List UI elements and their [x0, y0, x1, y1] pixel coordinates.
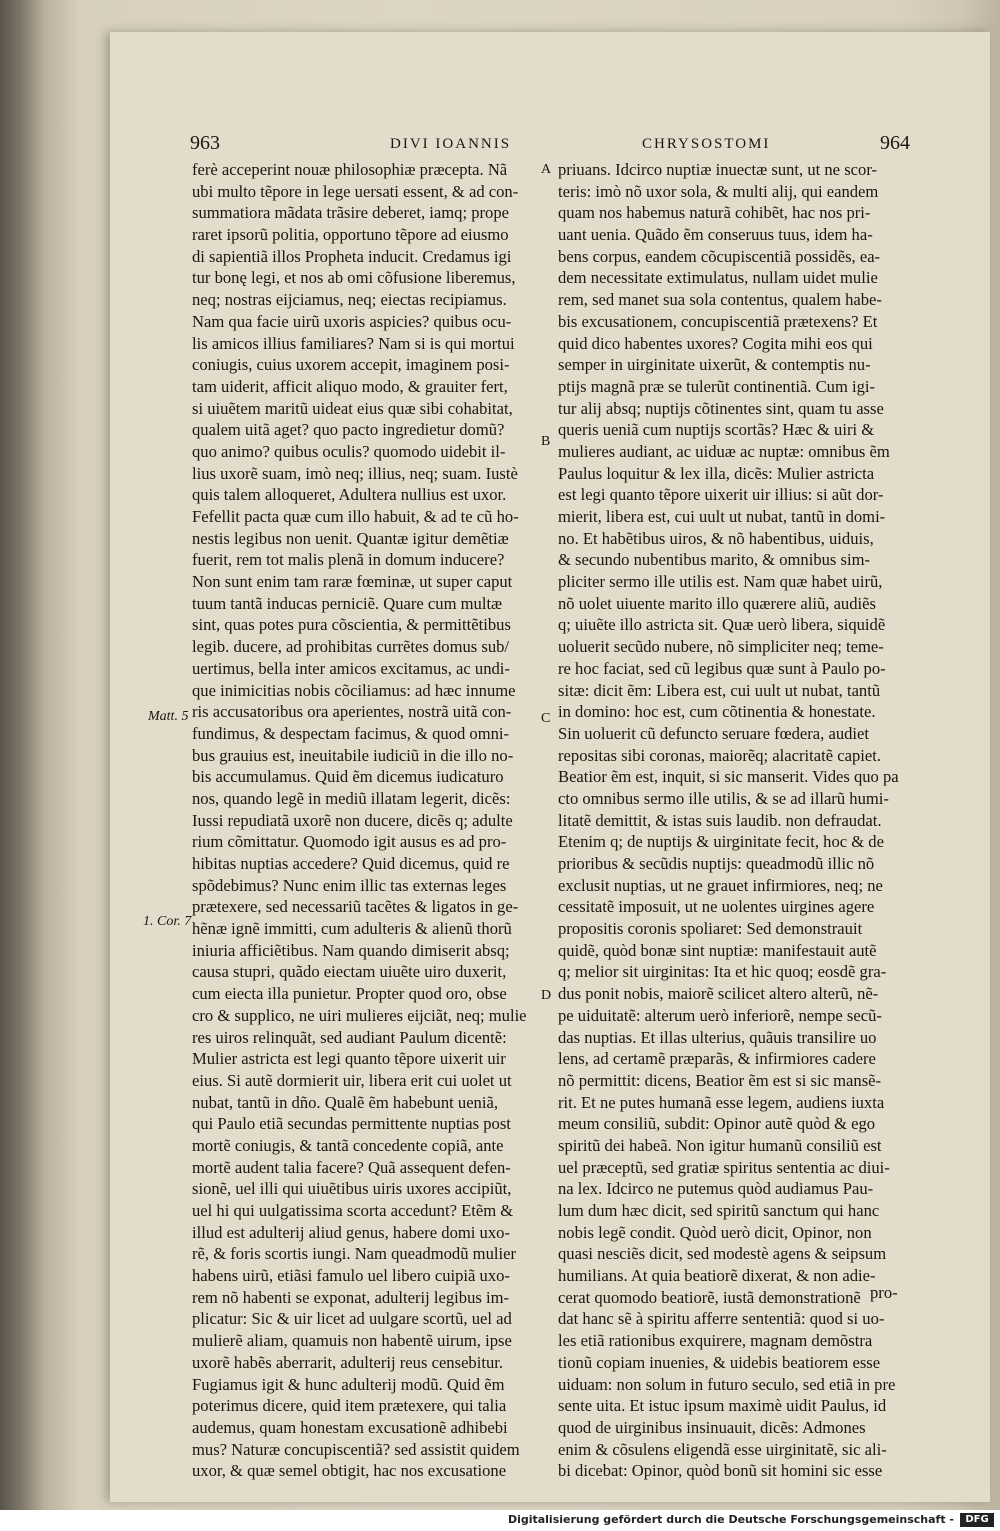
text-line: illud est adulterij aliud genus, habere domi uxo- [192, 1222, 510, 1242]
text-line: prioribus & secũdis nuptijs: queadmodũ illic nõ [558, 854, 875, 873]
text-line: Fefellit pacta quæ cum illo habuit, & ad te cũ ho- [192, 507, 519, 526]
section-marker-b: B [541, 434, 551, 449]
text-line: mortẽ coniugis, & tantã concedente copiã, ante [192, 1135, 504, 1155]
running-title-left: DIVI IOANNIS [390, 136, 512, 152]
text-line: pe uiduitatẽ: alterum uerò inferiorẽ, nempe secũ- [558, 1005, 882, 1025]
footer-bar [0, 1510, 1000, 1531]
text-line: humilians. At quia beatiorẽ dixerat, & non adie- [558, 1266, 876, 1286]
text-line: cessitatẽ imposuit, ut ne uolentes uirgines agere [558, 897, 875, 917]
text-line: tuum tantã inducas perniciẽ. Quare cum multæ [192, 593, 503, 613]
text-line: Beatior ẽm est, inquit, si sic manserit. Vides quo pa [558, 767, 899, 787]
text-line: cto omnibus sermo ille utilis, & se ad illarũ humi- [558, 788, 889, 808]
text-line: Fugiamus igit & hunc adulterij modũ. Quid ẽm [192, 1374, 505, 1394]
text-line: uiduam: non solum in futuro seculo, sed etiã in pre [558, 1374, 896, 1394]
text-line: res uiros relinquãt, sed audiant Paulum dicentẽ: [192, 1027, 507, 1047]
text-line: mulierẽ aliam, quamuis non habentẽ uirum, ipse [192, 1331, 512, 1351]
text-line: les etiã rationibus exquirere, magnam demõstra [558, 1331, 873, 1351]
text-line: Iussi repudiatã uxorẽ non ducere, dicẽs q; adulte [192, 810, 513, 830]
text-line: causa stupri, quãdo eiectam uiuẽte uiro duxerit, [192, 962, 507, 982]
text-line: rẽ, & foris scortis iungi. Nam queadmodũ mulier [192, 1244, 516, 1264]
text-line: rem nõ habenti se exponat, adulterij legibus im- [192, 1287, 510, 1307]
text-line: rit. Et ne putes humanã esse legem, audiens iuxta [558, 1092, 885, 1112]
footer-text: Digitalisierung gefördert durch die Deutsche Forschungsgemeinschaft - [507, 1513, 954, 1526]
text-line: queris ueniã cum nuptijs scortãs? Hæc & uiri & [558, 420, 875, 440]
page-number-left: 963 [190, 132, 220, 154]
text-line: hibitas nuptias accedere? Quid dicemus, quid re [192, 854, 510, 873]
text-line: Etenim q; de nuptijs & uirginitate fecit, hoc & de [558, 832, 884, 852]
text-line: dat hanc sẽ à spiritu afferre sententiã: quod si uo- [558, 1309, 885, 1329]
text-line: si uiuẽtem maritũ uideat eius quæ sibi cohabitat, [192, 398, 513, 418]
text-line: qui Paulo etiã secundas permittente nuptias post [192, 1114, 511, 1134]
running-header [190, 132, 910, 158]
text-line: quasi nesciẽs dicit, sed modestè agens & seipsum [558, 1244, 887, 1264]
text-line: nubat, tantũ in dño. Qualẽ ẽm habebunt ueniã, [192, 1092, 498, 1112]
text-line: habens uirũ, etiãsi famulo uel libero cuipiã uxo- [192, 1266, 510, 1286]
text-line: sionẽ, uel illi qui uiuẽtibus uiris uxores accipiũt, [192, 1179, 512, 1199]
text-line: audemus, quam honestam excusationẽ adhibebi [192, 1417, 508, 1437]
text-line: ferè acceperint nouæ philosophiæ præcepta. Nã [192, 160, 508, 179]
text-line: cro & supplico, ne uiri mulieres eijciãt, neq; mulie [192, 1005, 527, 1025]
text-line: quis talem alloqueret, Adultera nullius est uxor. [192, 485, 507, 505]
text-line: priuans. Idcirco nuptiæ inuectæ sunt, ut ne scor- [558, 160, 878, 179]
section-marker-c: C [541, 711, 551, 726]
text-line: Non sunt enim tam raræ fœminæ, ut super caput [192, 572, 513, 592]
text-line: nos, quando legẽ in mediũ illatam legerit, dicẽs: [192, 788, 511, 808]
text-line: repositas sibi coronas, maiorẽq; alacritatẽ capiet. [558, 745, 881, 765]
text-line: bis excusationem, concupiscentiã prætexens? Et [558, 311, 878, 331]
text-line: Sin uoluerit cũ defuncto seruare fœdera, audiet [558, 723, 870, 743]
text-line: & secundo nubentibus marito, & omnibus sim- [558, 550, 871, 570]
text-line: tur bonę legi, et nos ab omi cõfusione liberemus, [192, 268, 516, 288]
text-line: poterimus dicere, quid item prætexere, qui talia [192, 1396, 507, 1416]
text-line: semper in uirginitate uixerũt, & contemptis nu- [558, 355, 871, 375]
text-line: das nuptias. Et illas ulterius, quãuis transilire uo [558, 1027, 877, 1047]
text-line: spiritũ dei habeã. Non igitur humanũ consiliũ est [558, 1135, 882, 1155]
text-line: uertimus, bella inter amicos excitamus, ac undi- [192, 658, 510, 678]
marginal-note-matt: Matt. 5 [148, 709, 189, 724]
text-line: meum consiliũ, subdit: Opinor autẽ quòd & ego [558, 1114, 876, 1134]
page-number-right: 964 [880, 132, 910, 154]
text-line: ris accusatoribus ora aperientes, nostrã uitã con- [192, 702, 512, 722]
dfg-logo: DFG [960, 1513, 994, 1527]
text-line: fuerit, rem tot malis plenã in domum inducere? [192, 550, 505, 570]
text-line: ubi multo tẽpore in lege uersati essent, & ad con- [192, 181, 519, 201]
text-line: cerat quomodo beatiorẽ, iustã demonstrationẽ [558, 1287, 861, 1307]
right-text-column [558, 159, 910, 1482]
text-line: dus ponit nobis, maiorẽ scilicet altero alterũ, nẽ- [558, 984, 879, 1004]
text-line: re hoc faciat, sed cũ legibus quæ sunt à Paulo po- [558, 658, 886, 678]
text-line: di sapientiã illos Propheta inducit. Credamus igi [192, 246, 512, 266]
text-line: Paulus loquitur & lex illa, dicẽs: Mulier astricta [558, 463, 875, 483]
text-line: dem necessitate extimulatus, nullam uidet mulie [558, 268, 878, 288]
text-line: hẽnæ ignẽ immitti, cum adulteris & alienũ thorũ [192, 919, 512, 939]
text-line: fundimus, & despectam facimus, & quod omni- [192, 723, 510, 743]
text-line: rium cõmittatur. Quomodo igit ausus es ad pro- [192, 832, 507, 852]
text-line: propositis coronis spoliaret: Sed demonstrauit [558, 919, 863, 939]
text-line: mus? Naturæ concupiscentiã? sed assistit quidem [192, 1439, 520, 1459]
text-line: sente uita. Et istuc ipsum maximè uidit Paulus, id [558, 1396, 887, 1416]
text-line: qualem uitã aget? quo pacto ingredietur domũ? [192, 420, 505, 440]
text-line: bi dicebat: Opinor, quòd bonũ sit homini sic esse [558, 1461, 883, 1481]
text-line: nestis legibus non uenit. Quantæ igitur demẽtiæ [192, 528, 509, 548]
text-line: teris: imò nõ uxor sola, & multi alij, qui eandem [558, 181, 879, 201]
text-line: bus grauius est, ineuitabile iudiciũ in die illo no- [192, 745, 514, 765]
text-line: uoluerit secũdo nubere, nõ simpliciter neq; teme- [558, 637, 884, 657]
text-line: uant uenia. Quãdo ẽm conseruus tuus, idem ha- [558, 225, 873, 245]
text-line: mortẽ audent talia facere? Quã assequent defen- [192, 1157, 511, 1177]
text-line: est legi quanto tẽpore uixerit uir illius: si aũt dor- [558, 485, 884, 505]
text-line: sitæ: dicit ẽm: Libera est, cui uult ut nubat, tantũ [558, 680, 881, 700]
text-line: spõdebimus? Nunc enim illic tas externas leges [192, 875, 507, 895]
text-line: iniuria afficiẽtibus. Nam quando dimiserit absq; [192, 940, 510, 960]
text-line: coniugis, cuius uxorem accepit, imaginem posi- [192, 355, 510, 375]
text-line: quam nos habemus naturã cohibẽt, hac nos pri- [558, 203, 871, 223]
text-line: summatiora mãdata trãsire deberet, iamq; prope [192, 203, 509, 223]
text-line: litatẽ demittit, & istas suis laudib. non defraudat. [558, 810, 882, 830]
text-line: bis accumulamus. Quid ẽm dicemus iudicaturo [192, 767, 504, 787]
text-line: uxor, & quæ semel obtigit, hac nos excusatione [192, 1461, 507, 1481]
text-line: exclusit nuptias, ut ne grauet infirmiores, neq; ne [558, 875, 883, 895]
text-line: nõ uolet uiuente marito illo quærere aliũ, audiẽs [558, 593, 876, 613]
left-text-column [192, 159, 537, 1482]
text-line: cum eiecta illa punietur. Propter quod oro, obse [192, 984, 507, 1004]
marginal-note-cor: 1. Cor. 7 [143, 914, 192, 929]
text-line: lius uxorẽ suam, imò neq; illius, neq; suam. Iustè [192, 463, 518, 483]
text-line: in domino: hoc est, cum cõtinentia & honestate. [558, 702, 876, 722]
text-line: tionũ copiam inuenies, & uidebis beatiorem esse [558, 1352, 881, 1372]
text-line: mierit, libera est, cui uult ut nubat, tantũ in domi- [558, 507, 886, 526]
text-line: Nam qua facie uirũ uxoris aspicies? quibus ocu- [192, 311, 512, 331]
text-line: pliciter sermo ille utilis est. Nam quæ habet uirũ, [558, 572, 883, 592]
section-marker-a: A [541, 162, 552, 177]
text-line: na lex. Idcirco ne putemus quòd audiamus Pau- [558, 1179, 874, 1199]
text-line: lis amicos illius familiares? Nam si is qui mortui [192, 333, 515, 353]
text-line: quo animo? quibus oculis? quomodo uidebit il- [192, 441, 506, 461]
text-line: tam uiderit, afficit aliquo modo, & grauiter fert, [192, 376, 508, 396]
text-line: uxorẽ habẽs aberrarit, adulterij reus censebitur. [192, 1352, 504, 1372]
text-line: eius. Si autẽ dormierit uir, libera erit cui uolet ut [192, 1070, 512, 1090]
text-line: tur alij absq; nuptijs cõtinentes sint, quam tu asse [558, 398, 884, 418]
text-line: que inimicitias nobis cõciliamus: ad hæc innume [192, 680, 516, 700]
catchword: pro- [870, 1283, 898, 1302]
text-line: legib. ducere, ad prohibitas currẽtes domus sub/ [192, 637, 510, 657]
text-line: lum dum hæc dicit, sed spiritũ sanctum qui hanc [558, 1201, 880, 1220]
text-line: quid dico habentes uxores? Cogita mihi eos qui [558, 333, 873, 353]
text-line: raret ipsorũ politia, opportuno tẽpore ad eiusmo [192, 225, 509, 245]
text-line: prætexere, sed necessariũ tacẽtes & ligatos in ge- [192, 897, 519, 917]
text-line: nobis legẽ condit. Quòd uerò dicit, Opinor, non [558, 1222, 872, 1242]
text-line: ptijs magnã præ se tulerũt continentiã. Cum igi- [558, 376, 876, 396]
text-line: enim & cõsulens eligendã esse uirginitatẽ, sic ali- [558, 1439, 887, 1459]
section-marker-d: D [541, 988, 552, 1003]
text-line: uel hi qui uulgatissima scorta accedunt? Etẽm & [192, 1201, 514, 1220]
text-line: uel præceptũ, sed gratiæ spiritus sententia ac diui- [558, 1157, 890, 1177]
text-line: bens corpus, eandem cõcupiscentiã possidẽs, ea- [558, 246, 881, 266]
text-line: sint, quas potes pura cõscientia, & permittẽtibus [192, 615, 511, 635]
running-title-right: CHRYSOSTOMI [642, 136, 771, 152]
text-line: quod de uirginibus insinuauit, dicẽs: Admones [558, 1417, 866, 1437]
text-line: lens, ad certamẽ præparãs, & infirmiores cadere [558, 1049, 876, 1069]
text-line: Mulier astricta est legi quanto tẽpore uixerit uir [192, 1049, 506, 1069]
text-line: rem, sed manet sua sola contentus, qualem habe- [558, 290, 882, 310]
text-line: nõ permittit: dicens, Beatior ẽm est si sic mansẽ- [558, 1070, 882, 1090]
text-line: mulieres audiant, ac uiduæ ac nuptæ: omnibus ẽm [558, 441, 890, 461]
text-line: no. Et habẽtibus uiros, & nõ habentibus, uiduis, [558, 528, 874, 548]
text-line: neq; nostras eijciamus, neq; eiectas recipiamus. [192, 290, 507, 310]
text-line: q; uiuẽte illo astricta sit. Quæ uerò libera, siquidẽ [558, 615, 886, 635]
text-line: plicatur: Sic & uir licet ad uulgare scortũ, uel ad [192, 1309, 512, 1329]
text-line: q; melior sit uirginitas: Ita et hic quoq; eosdẽ gra- [558, 962, 887, 982]
text-line: quidẽ, quòd bonæ sint nuptiæ: manifestauit autẽ [558, 940, 877, 960]
